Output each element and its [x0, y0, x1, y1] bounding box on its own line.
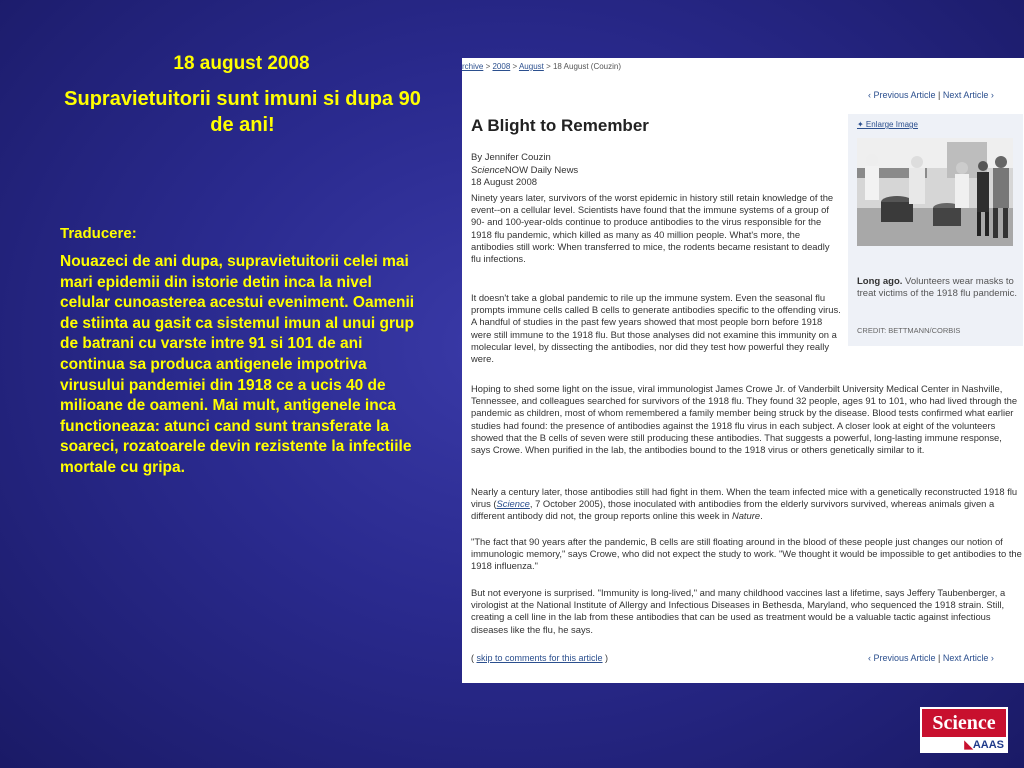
photo-caption: Long ago. Volunteers wear masks to treat victims of the 1918 flu pandemic.: [857, 276, 1017, 299]
author: By Jennifer Couzin: [471, 152, 551, 163]
skip-to-comments: ( skip to comments for this article ): [471, 653, 609, 663]
enlarge-image-link[interactable]: ✦ Enlarge Image: [857, 120, 918, 129]
previous-article-link-bottom[interactable]: ‹ Previous Article: [868, 653, 936, 663]
previous-article-link[interactable]: ‹ Previous Article: [868, 90, 936, 100]
next-article-link[interactable]: Next Article ›: [942, 90, 994, 100]
breadcrumb-current: 18 August (Couzin): [552, 62, 622, 71]
science-citation-link[interactable]: Science: [496, 498, 530, 510]
breadcrumb-month[interactable]: August: [518, 62, 544, 71]
paragraph-5: "The fact that 90 years after the pandemic, B cells are still floating around in the blood of these people just changes our notion of immunologic memory," says Crowe, who did not expect the study to work. "We thought it would be impossible to get antibodies to the 1918 influenza.": [471, 536, 1022, 572]
science-aaas-logo: [920, 707, 1008, 753]
paragraph-3: Hoping to shed some light on the issue, viral immunologist James Crowe Jr. of Vanderbilt University Medical Center in Nashville, Tennessee, and colleagues searched for survivors of the 1918 flu. They found 32 people, ages 91 to 101, who had lived through the pandemic as children, most of whom remembered a family member being struck by the disease. Blood tests confirmed what earlier studies had found: the presence of antibodies against the 1918 flu virus in each subject. A closer look at eight of the volunteers showed that the B cells of seven were still producing these antibodies. That suggests a powerful, long-lasting immune response, says Crowe. When purified in the lab, the antibodies bound to the 1918 virus or others genetically similar to it.: [471, 383, 1018, 456]
aaas-logo-text: ◣AAAS: [964, 739, 1004, 751]
skip-to-comments-link[interactable]: skip to comments for this article: [476, 653, 603, 663]
translation-label: Traducere:: [60, 225, 137, 242]
paragraph-4: Nearly a century later, those antibodies still had fight in them. When the team infected mice with a genetically reconstructed 1918 flu virus (Science, 7 October 2005), those inoculated with antibodies from the elderly survivors survived, whereas animals given a different antibody did not, the group reports online this week in Nature.: [471, 486, 1018, 522]
article-nav-bottom: ‹ Previous Article | Next Article ›: [868, 653, 994, 663]
breadcrumb-archive[interactable]: rchive: [462, 62, 484, 71]
article-title: A Blight to Remember: [471, 116, 649, 135]
historical-photo[interactable]: [857, 138, 1013, 246]
photo-illustration: [857, 138, 1013, 246]
publication: ScienceNOW Daily News: [471, 164, 579, 176]
next-article-link-bottom[interactable]: Next Article ›: [942, 653, 994, 663]
paragraph-2: It doesn't take a global pandemic to rile up the immune system. Even the seasonal flu prompts immune cells called B cells to generate antibodies specific to the offending virus. A handful of studies in the past few years showed that most people born before 1918 were still immune to the 1918 flu. But those analyses did not examine this immunity on a molecular level, by dissecting the antibodies, nor did they test how powerful they really were.: [471, 292, 841, 365]
slide-text-panel: [60, 52, 425, 479]
article-byline: [471, 152, 578, 190]
aaas-mark-icon: ◣: [964, 739, 973, 751]
slide-date: 18 august 2008: [173, 53, 310, 74]
paragraph-1: Ninety years later, survivors of the worst epidemic in history still retain knowledge of the event--on a cellular level. Scientists have found that the immune systems of a group of 90- and 100-year-olds continue to produce antibodies to the virus responsible for the 1918 flu pandemic, which killed as many as 40 million people. What's more, the antibodies still work: When transferred to mice, the rodents became resistant to deadly flu infections.: [471, 192, 834, 265]
image-sidebar: [848, 114, 1023, 346]
breadcrumb-year[interactable]: 2008: [492, 62, 511, 71]
paragraph-6: But not everyone is surprised. "Immunity is long-lived," and many childhood vaccines last a lifetime, says Jeffery Taubenberger, a virologist at the National Institute of Allergy and Infectious Diseases in Bethesda, Maryland, who sequenced the 1918 strain. Still, creating a cell line in the lab from these antibodies that can be used as treatment would be a valuable tactic against infectious diseases like the flu, he says.: [471, 587, 1006, 635]
article-date: 18 August 2008: [471, 177, 538, 188]
breadcrumb: rchive > 2008 > August > 18 August (Couzin): [462, 62, 622, 71]
article-nav-top: ‹ Previous Article | Next Article ›: [868, 90, 994, 100]
science-logo-wordmark: Science: [922, 709, 1006, 737]
slide-title: Supravietuitorii sunt imuni si dupa 90 de ani!: [64, 88, 421, 136]
translation-text: Nouazeci de ani dupa, supravietuitorii celei mai mari epidemii din istorie detin inca la nivel celular cunoasterea acestui eveniment. Oamenii de stiinta au gasit ca sistemul imun al unui grup de batrani cu varste intre 91 si 101 de ani continua sa produca antigenele impotriva virusului pandemiei din 1918 ce a ucis 40 de milioane de oameni. Mai mult, antigenele inca functioneaza: atunci cand sunt transferate la soareci, rozatoarele devin rezistente la infectiile mortale cu gripa.: [60, 253, 415, 476]
article-screenshot: [462, 58, 1024, 683]
photo-credit: CREDIT: BETTMANN/CORBIS: [857, 326, 961, 335]
